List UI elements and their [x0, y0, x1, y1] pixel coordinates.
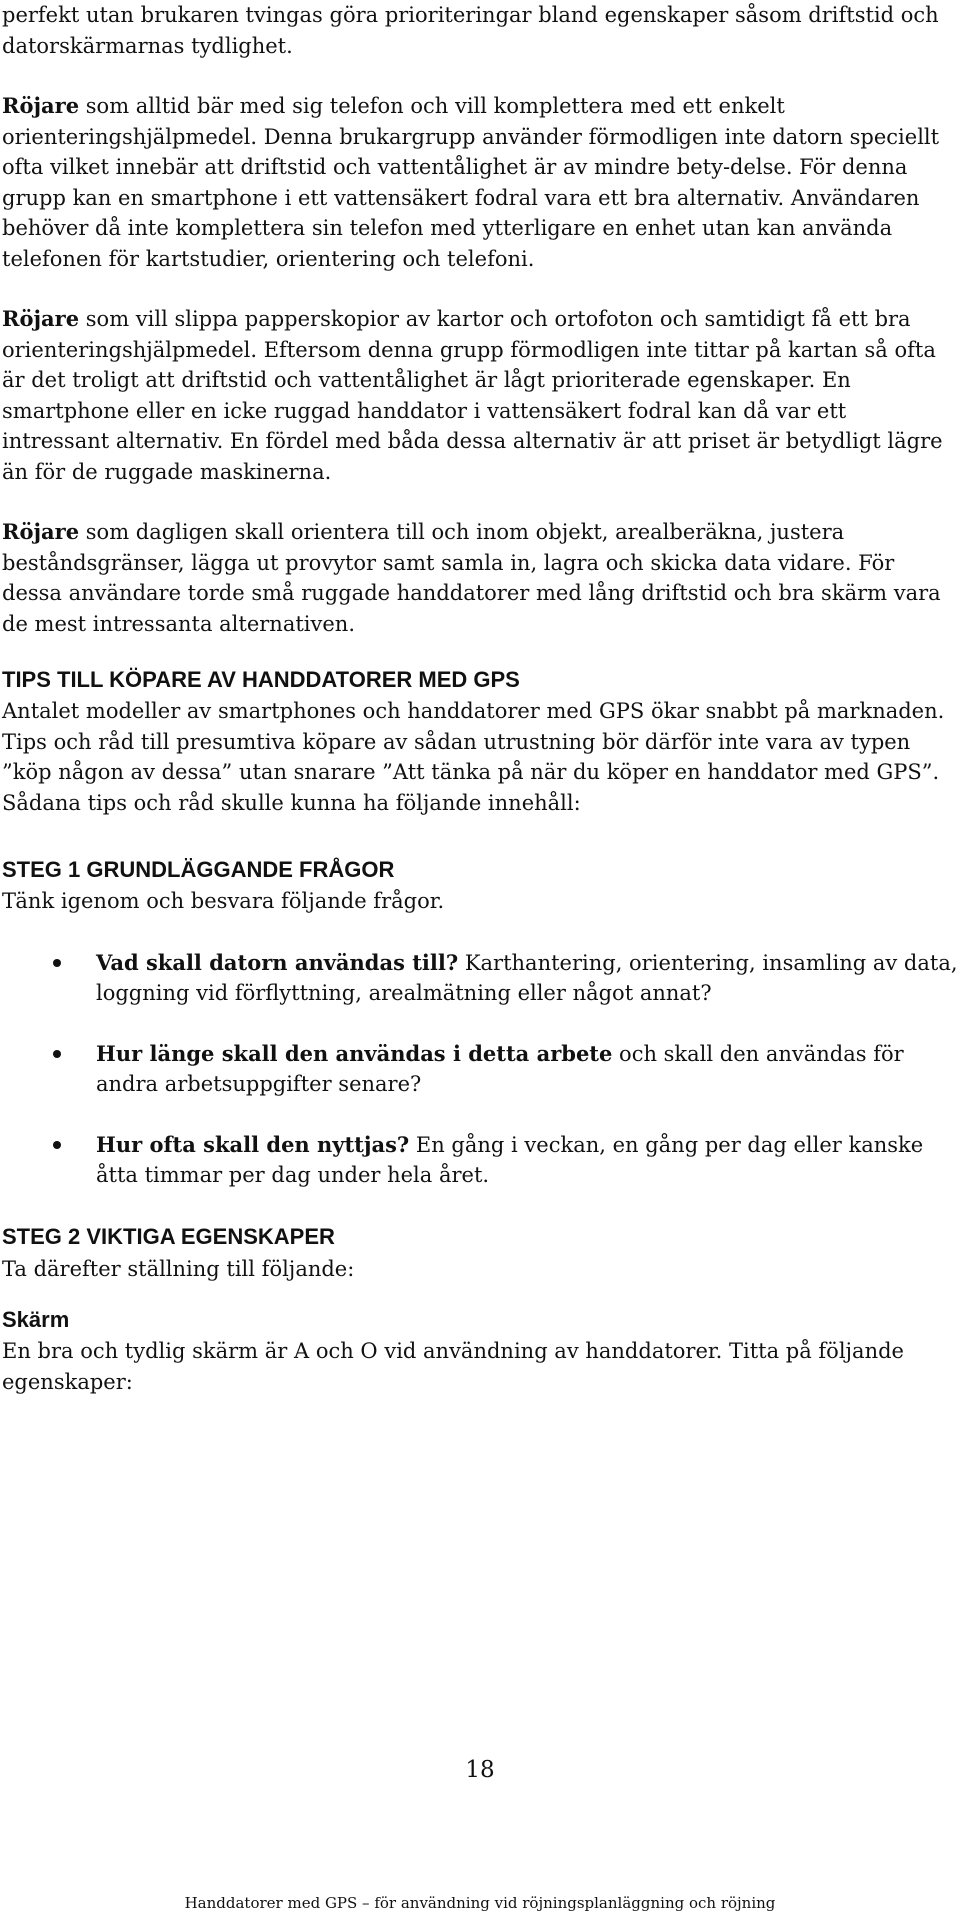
bullet-icon: [53, 1141, 61, 1149]
paragraph-rojare-telefon: [2, 91, 958, 274]
list-item-bold: Vad skall datorn användas till?: [96, 949, 459, 975]
paragraph-rojare-papperskopior: [2, 304, 958, 487]
question-list: [2, 948, 958, 1191]
paragraph-intro-continuation: [2, 0, 958, 61]
bullet-icon: [53, 1050, 61, 1058]
list-item-text: och skall den användas för andra arbetsuppgifter senare?: [96, 1041, 904, 1096]
list-item-bold: Hur ofta skall den nyttjas?: [96, 1131, 410, 1157]
list-item-bold: Hur länge skall den användas i detta arbete: [96, 1040, 613, 1066]
list-item: [2, 1130, 958, 1191]
section-steg1-intro: Tänk igenom och besvara följande frågor.: [2, 889, 445, 913]
page-number: 18: [465, 1757, 495, 1783]
list-item: [2, 948, 958, 1009]
paragraph-lead: Röjare: [2, 519, 80, 544]
paragraph-text: perfekt utan brukaren tvingas göra prioriteringar bland egenskaper såsom driftstid och datorskärmarnas tydlighet.: [2, 3, 939, 58]
paragraph-rojare-dagligen: [2, 517, 958, 639]
list-item-text: Karthantering, orientering, insamling av data, loggning vid förflyttning, arealmätning eller något annat?: [96, 950, 958, 1005]
section-steg2-intro: Ta därefter ställning till följande:: [2, 1256, 355, 1281]
paragraph-text: som alltid bär med sig telefon och vill komplettera med ett enkelt orienteringshjälpmedel. Denna brukargrupp använder förmodligen inte datorn speciellt ofta vilket innebär att driftstid och vattentålighet är av mindre bety-delse. För denna grupp kan en smartphone i ett vattensäkert fodral vara ett bra alternativ. Användaren behöver då inte komplettera sin telefon med ytterligare en enhet utan kan använda telefonen för kartstudier, orientering och telefoni.: [2, 94, 940, 271]
list-item-text: En gång i veckan, en gång per dag eller kanske åtta timmar per dag under hela året.: [96, 1132, 924, 1187]
section-tips-text: Antalet modeller av smartphones och handdatorer med GPS ökar snabbt på marknaden. Tips och råd till presumtiva köpare av sådan utrustning bör därför inte vara av typen ”köp någon av dessa” utan snarare ”Att tänka på när du köper en handdator med GPS”. Sådana tips och råd skulle kunna ha följande innehåll:: [2, 699, 945, 815]
page-footer: Handdatorer med GPS – för användning vid röjningsplanläggning och röjning: [184, 1894, 776, 1912]
bullet-icon: [53, 959, 61, 967]
subsection-heading-skarm: Skärm: [2, 1307, 70, 1332]
section-heading-steg2: STEG 2 VIKTIGA EGENSKAPER: [2, 1223, 335, 1249]
paragraph-text: som vill slippa papperskopior av kartor och ortofoton och samtidigt få ett bra orienteringshjälpmedel. Eftersom denna grupp förmodligen inte tittar på kartan så ofta är det troligt att driftstid och vattentålighet är lågt prioriterade egenskaper. En smartphone eller en icke ruggad handdator i vattensäkert fodral kan då var ett intressant alternativ. En fördel med båda dessa alternativ är att priset är betydligt lägre än för de ruggade maskinerna.: [2, 307, 943, 484]
subsection-skarm-text: En bra och tydlig skärm är A och O vid användning av handdatorer. Titta på följande egenskaper:: [2, 1339, 904, 1394]
paragraph-lead: Röjare: [2, 93, 80, 118]
list-item: [2, 1039, 958, 1100]
section-heading-tips: TIPS TILL KÖPARE AV HANDDATORER MED GPS: [2, 667, 520, 692]
paragraph-text: som dagligen skall orientera till och inom objekt, arealberäkna, justera beståndsgränser, lägga ut provytor samt samla in, lagra och skicka data vidare. För dessa användare torde små ruggade handdatorer med lång driftstid och bra skärm vara de mest intressanta alternativen.: [2, 520, 941, 636]
paragraph-lead: Röjare: [2, 306, 80, 331]
section-heading-steg1: STEG 1 GRUNDLÄGGANDE FRÅGOR: [2, 857, 395, 882]
